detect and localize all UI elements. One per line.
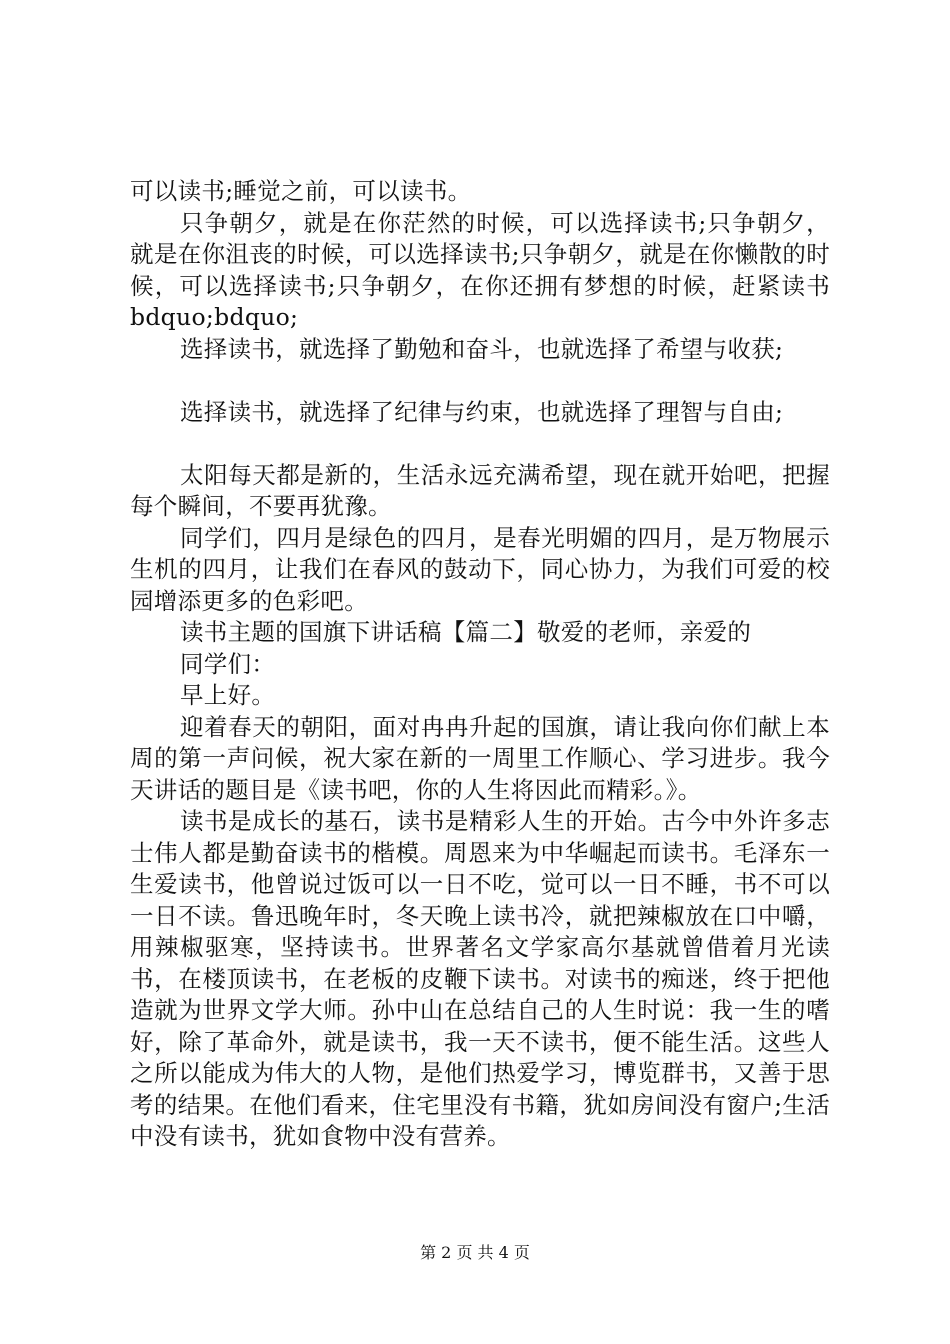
paragraph-reading-foundation: 读书是成长的基石，读书是精彩人生的开始。古今中外许多志士伟人都是勤奋读书的楷模。周恩来为中华崛起而读书。毛泽东一生爱读书，他曾说过饭可以一日不吃，觉可以一日不睡，书不可以一日不读。鲁迅晚年时，冬天晚上读书冷，就把辣椒放在口中嚼，用辣椒驱寒，坚持读书。世界著名文学家高尔基就曾借着月光读书，在楼顶读书，在老板的皮鞭下读书。对读书的痴迷，终于把他造就为世界文学大师。孙中山在总结自己的人生时说：我一生的嗜好，除了革命外，就是读书，我一天不读书，便不能生活。这些人之所以能成为伟大的人物，是他们热爱学习，博览群书，又善于思考的结果。在他们看来，住宅里没有书籍，犹如房间没有窗户;生活中没有读书，犹如食物中没有营养。: [130, 807, 830, 1150]
section-heading-part-two: 读书主题的国旗下讲话稿【篇二】敬爱的老师，亲爱的: [180, 618, 752, 646]
paragraph-spring-sun: 迎着春天的朝阳，面对冉冉升起的国旗，请让我向你们献上本周的第一声问候，祝大家在新的一周里工作顺心、学习进步。我今天讲话的题目是《读书吧，你的人生将因此而精彩。》。: [130, 712, 830, 804]
paragraph-choose-reading-hope: 选择读书，就选择了勤勉和奋斗，也就选择了希望与收获;: [180, 334, 784, 363]
paragraph-seize-the-day: 只争朝夕，就是在你茫然的时候，可以选择读书;只争朝夕，就是在你沮丧的时候，可以选择读书;只争朝夕，就是在你懒散的时候，可以选择读书;只争朝夕，在你还拥有梦想的时候，赶紧读书 bdquo;bdquo;: [130, 208, 830, 331]
document-body: [130, 176, 830, 1153]
paragraph-choose-reading-discipline: 选择读书，就选择了纪律与约束，也就选择了理智与自由;: [180, 397, 784, 426]
paragraph-continuation: 可以读书;睡觉之前，可以读书。: [130, 177, 472, 205]
paragraph-sun-new-every-day: 太阳每天都是新的，生活永远充满希望，现在就开始吧，把握每个瞬间，不要再犹豫。: [130, 460, 830, 520]
page-footer: 第 2 页 共 4 页: [420, 1243, 530, 1262]
salutation-students: 同学们：: [180, 649, 276, 678]
paragraph-april: 同学们，四月是绿色的四月，是春光明媚的四月，是万物展示生机的四月，让我们在春风的鼓动下，同心协力，为我们可爱的校园增添更多的色彩吧。: [130, 523, 830, 615]
greeting-good-morning: 早上好。: [180, 681, 276, 709]
